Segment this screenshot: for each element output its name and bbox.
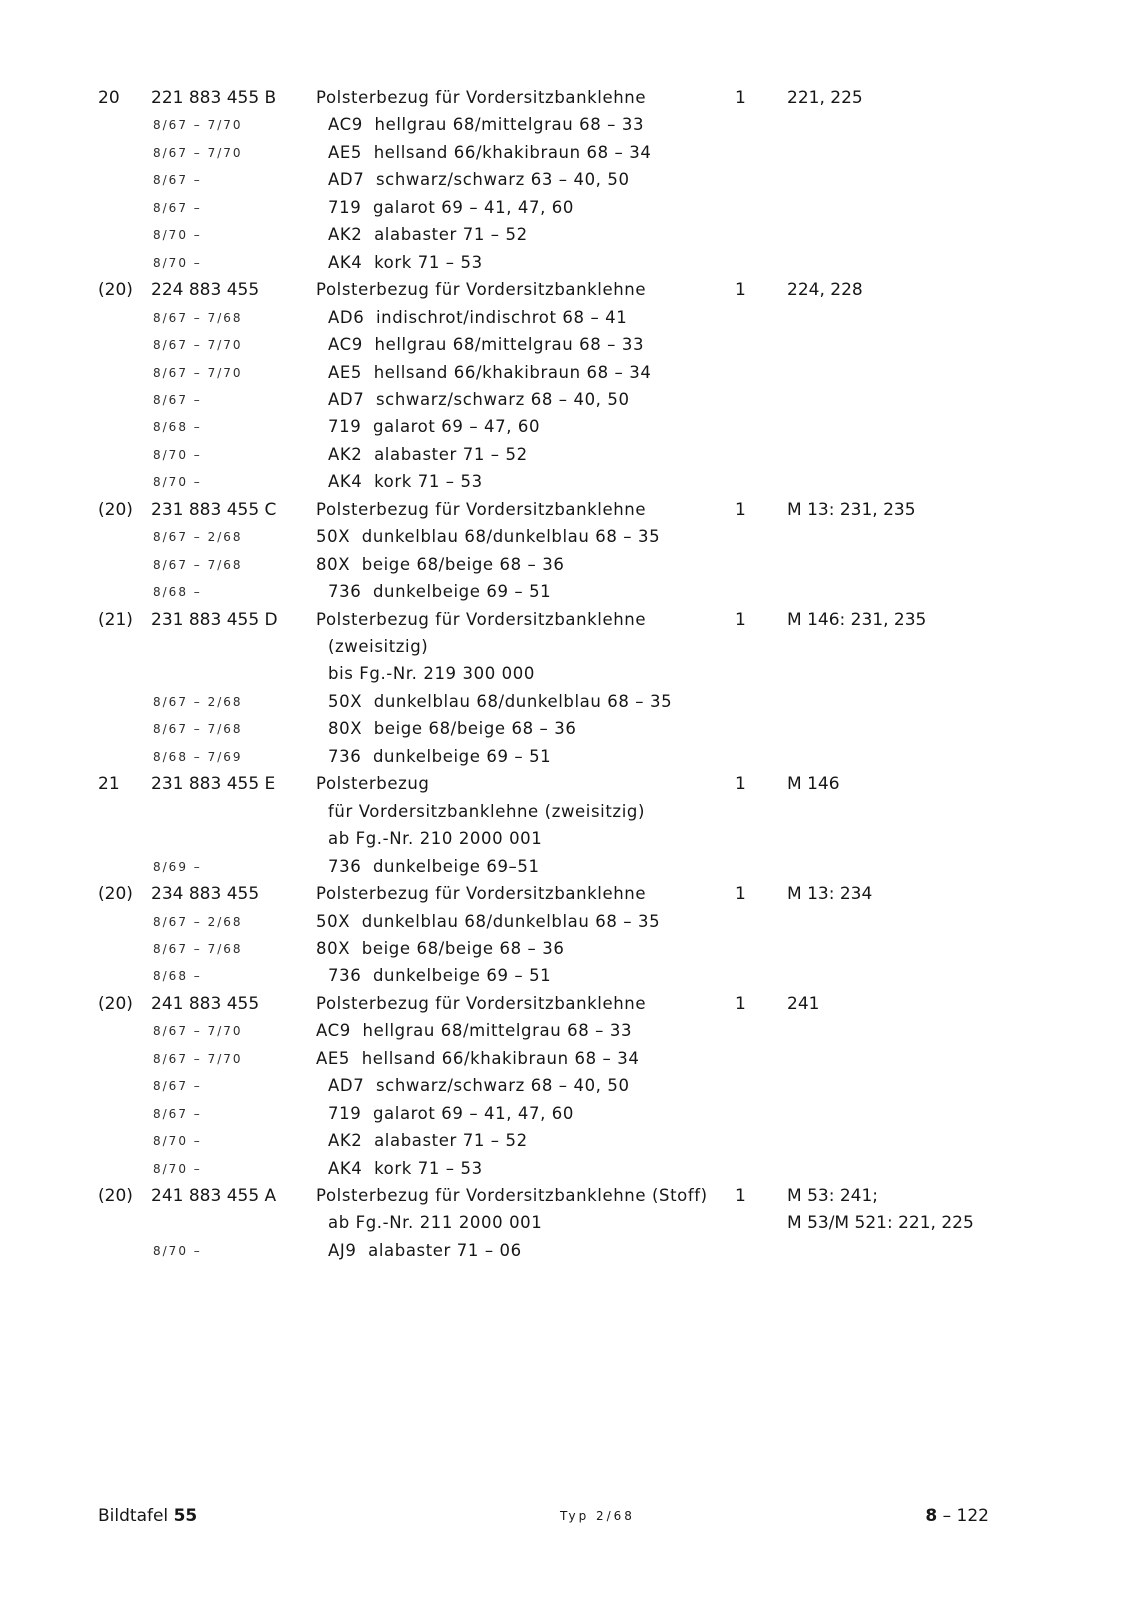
description: AD6 indischrot/indischrot 68 – 41 [328,307,628,327]
description: AD7 schwarz/schwarz 68 – 40, 50 [328,389,630,409]
part-number: 234 883 455 [151,884,260,905]
validity-date: 8/67 – 7/70 [153,1051,243,1066]
figure-number: (20) [98,499,133,520]
model-note: M 146: 231, 235 [787,609,927,630]
part-number: 241 883 455 A [151,1186,277,1206]
variant-row [0,1072,1139,1100]
validity-date: 8/67 – 7/70 [153,338,243,353]
description: 719 galarot 69 – 47, 60 [328,417,541,437]
validity-date: 8/69 – [153,859,202,874]
variant-row [0,1127,1139,1155]
figure-number: (21) [98,609,133,630]
part-row [0,84,1139,112]
description: AJ9 alabaster 71 – 06 [328,1240,522,1260]
part-row [0,770,1139,798]
variant-row [0,1100,1139,1128]
variant-row [0,825,1139,853]
description: Polsterbezug für Vordersitzbanklehne [316,88,647,107]
validity-date: 8/70 – [153,255,202,270]
variant-row [0,798,1139,826]
validity-date: 8/70 – [153,475,202,490]
validity-date: 8/67 – [153,1106,202,1121]
variant-row [0,523,1139,551]
description: AK4 kork 71 – 53 [328,472,483,492]
figure-number: (20) [98,1186,133,1206]
description: 80X beige 68/beige 68 – 36 [328,719,577,739]
validity-date: 8/67 – [153,173,202,188]
figure-number: (20) [98,884,133,905]
description: AK2 alabaster 71 – 52 [328,1131,528,1151]
part-number: 221 883 455 B [151,88,277,108]
validity-date: 8/70 – [153,1161,202,1176]
description: Polsterbezug [316,774,430,794]
description: AD7 schwarz/schwarz 63 – 40, 50 [328,170,630,190]
validity-date: 8/67 – [153,200,202,215]
variant-row [0,633,1139,661]
description: ab Fg.-Nr. 211 2000 001 [328,1213,543,1233]
variant-row [0,359,1139,387]
description: AE5 hellsand 66/khakibraun 68 – 34 [328,142,652,162]
variant-row [0,441,1139,469]
part-row [0,990,1139,1018]
description: 719 galarot 69 – 41, 47, 60 [328,197,574,217]
validity-date: 8/70 – [153,1134,202,1149]
description: AE5 hellsand 66/khakibraun 68 – 34 [328,362,652,382]
part-row [0,880,1139,908]
description: AK2 alabaster 71 – 52 [328,444,528,464]
quantity: 1 [735,609,746,630]
description: Polsterbezug für Vordersitzbanklehne [316,499,647,519]
description: AK2 alabaster 71 – 52 [328,225,528,245]
figure-number: (20) [98,280,133,301]
validity-date: 8/70 – [153,228,202,243]
quantity: 1 [735,1186,746,1206]
figure-number: 20 [98,88,120,108]
model-note: M 53: 241; [787,1186,879,1206]
variant-row [0,221,1139,249]
description: (zweisitzig) [328,637,429,656]
description: 736 dunkelbeige 69 – 51 [328,746,552,766]
model-note: M 13: 231, 235 [787,499,916,520]
variant-row [0,413,1139,441]
part-number: 231 883 455 D [151,609,278,630]
model-note: 221, 225 [787,88,863,108]
description: 736 dunkelbeige 69 – 51 [328,966,552,986]
part-row [0,1182,1139,1210]
validity-date: 8/68 – [153,585,202,600]
variant-row [0,908,1139,936]
validity-date: 8/67 – [153,1079,202,1094]
variant-row [0,1209,1139,1237]
variant-row [0,139,1139,167]
part-number: 231 883 455 C [151,499,277,520]
description: AK4 kork 71 – 53 [328,1158,483,1178]
description: AC9 hellgrau 68/mittelgrau 68 – 33 [316,1021,633,1041]
variant-row [0,1155,1139,1183]
validity-date: 8/67 – 2/68 [153,530,243,545]
model-note: 241 [787,993,820,1014]
part-number: 241 883 455 [151,993,260,1014]
description: Polsterbezug für Vordersitzbanklehne [316,609,647,629]
description: Polsterbezug für Vordersitzbanklehne [316,993,647,1013]
validity-date: 8/68 – [153,969,202,984]
part-number: 231 883 455 E [151,774,276,795]
variant-row [0,194,1139,222]
description: AC9 hellgrau 68/mittelgrau 68 – 33 [328,115,645,135]
footer-type: Typ 2/68 [560,1509,635,1523]
variant-row [0,578,1139,606]
description: 80X beige 68/beige 68 – 36 [316,938,565,958]
variant-row [0,166,1139,194]
variant-row [0,743,1139,771]
validity-date: 8/70 – [153,1243,202,1258]
description: Polsterbezug für Vordersitzbanklehne (Stoff) [316,1186,708,1205]
quantity: 1 [735,774,746,795]
variant-row [0,249,1139,277]
variant-row [0,1237,1139,1265]
validity-date: 8/67 – 2/68 [153,694,243,709]
footer-plate-number: 55 [173,1506,198,1526]
validity-date: 8/67 – [153,392,202,407]
description: AD7 schwarz/schwarz 68 – 40, 50 [328,1076,630,1096]
description: 50X dunkelblau 68/dunkelblau 68 – 35 [316,911,661,931]
model-note: 224, 228 [787,280,863,301]
description: 50X dunkelblau 68/dunkelblau 68 – 35 [328,691,673,711]
description: 736 dunkelbeige 69 – 51 [328,582,552,602]
part-row [0,606,1139,634]
validity-date: 8/67 – 7/70 [153,365,243,380]
validity-date: 8/67 – 7/70 [153,145,243,160]
validity-date: 8/67 – 7/68 [153,310,243,325]
description: 736 dunkelbeige 69–51 [328,856,540,876]
variant-row [0,688,1139,716]
variant-row [0,111,1139,139]
validity-date: 8/70 – [153,447,202,462]
description: Polsterbezug für Vordersitzbanklehne [316,884,647,904]
figure-number: (20) [98,993,133,1014]
variant-row [0,1045,1139,1073]
description: Polsterbezug für Vordersitzbanklehne [316,280,647,300]
page-footer [0,1502,1139,1530]
variant-row [0,935,1139,963]
quantity: 1 [735,884,746,905]
model-note: M 146 [787,774,840,795]
figure-number: 21 [98,774,120,795]
part-row [0,496,1139,524]
description: 719 galarot 69 – 41, 47, 60 [328,1103,574,1123]
variant-row [0,853,1139,881]
variant-row [0,386,1139,414]
variant-row [0,331,1139,359]
model-note: M 13: 234 [787,884,873,905]
variant-row [0,660,1139,688]
variant-row [0,715,1139,743]
validity-date: 8/68 – [153,420,202,435]
quantity: 1 [735,280,746,301]
variant-row [0,468,1139,496]
description: bis Fg.-Nr. 219 300 000 [328,664,535,684]
quantity: 1 [735,499,746,520]
description: AK4 kork 71 – 53 [328,252,483,272]
description: ab Fg.-Nr. 210 2000 001 [328,829,543,849]
validity-date: 8/67 – 7/70 [153,1024,243,1039]
validity-date: 8/67 – 2/68 [153,914,243,929]
description: AC9 hellgrau 68/mittelgrau 68 – 33 [328,335,645,355]
variant-row [0,551,1139,579]
part-number: 224 883 455 [151,280,260,301]
description: 80X beige 68/beige 68 – 36 [316,554,565,574]
validity-date: 8/67 – 7/68 [153,722,243,737]
validity-date: 8/67 – 7/70 [153,118,243,133]
quantity: 1 [735,88,746,108]
description: 50X dunkelblau 68/dunkelblau 68 – 35 [316,527,661,547]
part-row [0,276,1139,304]
variant-row [0,962,1139,990]
variant-row [0,304,1139,332]
validity-date: 8/68 – 7/69 [153,749,243,764]
validity-date: 8/67 – 7/68 [153,941,243,956]
description: AE5 hellsand 66/khakibraun 68 – 34 [316,1048,640,1068]
footer-page-number: 8 – 122 [925,1506,989,1526]
quantity: 1 [735,993,746,1014]
validity-date: 8/67 – 7/68 [153,557,243,572]
description: für Vordersitzbanklehne (zweisitzig) [328,801,645,821]
model-note: M 53/M 521: 221, 225 [787,1213,974,1234]
footer-plate-label: Bildtafel 55 [98,1506,198,1526]
variant-row [0,1017,1139,1045]
